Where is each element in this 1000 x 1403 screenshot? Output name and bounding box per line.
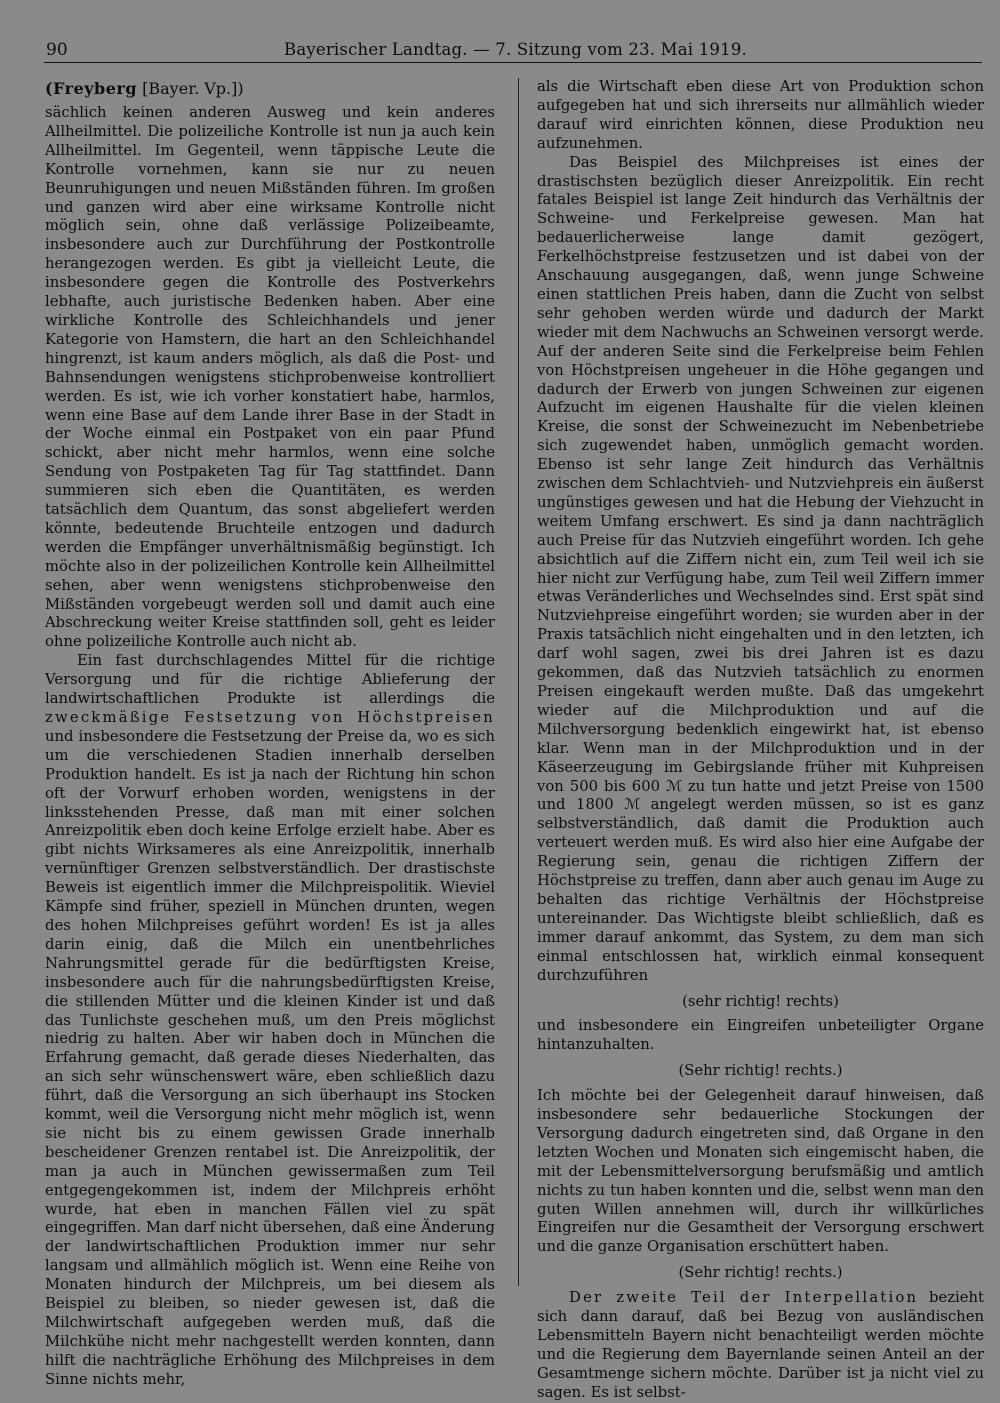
paragraph <box>45 652 495 1389</box>
paragraph: Das Beispiel des Milchpreises ist eines der drastischsten bezüglich dieser Anreizpolitik. Ein recht fatales Beispiel ist lange Zeit hindurch das Verhältnis der Schweine- und Ferkelpreise gewesen. Man hat bedauerlicherweise lange damit gezögert, Ferkelhöchstpreise festzusetzen und ist dabei von der Anschauung ausgegangen, daß, wenn junge Schweine einen stattlichen Preis haben, dann die Zucht von selbst sehr gehoben werden würde und dadurch der Markt wieder mit dem Nachwuchs an Schweinen versorgt werde. Auf der anderen Seite sind die Ferkelpreise beim Fehlen von Höchstpreisen ungeheuer in die Höhe gegangen und dadurch der Erwerb von jungen Schweinen zur eigenen Aufzucht im eigenen Haushalte für die vielen kleinen Kreise, die sonst der Schweinezucht im Nebenbetriebe sich zugewendet haben, unmöglich gemacht worden. Ebenso ist sehr lange Zeit hindurch das Verhältnis zwischen dem Schlachtvieh- und Nutzviehpreis ein äußerst ungünstiges gewesen und hat die Hebung der Viehzucht in weitem Umfang erschwert. Es sind ja dann nachträglich auch Preise für das Nutzvieh eingeführt worden. Ich gehe absichtlich auf die Ziffern nicht ein, zum Teil weil ich sie hier nicht zur Verfügung habe, zum Teil weil Ziffern immer etwas Veränderliches und Wechselndes sind. Erst spät sind Nutzviehpreise eingeführt worden; sie wurden aber in der Praxis tatsächlich nicht eingehalten und in den letzten, ich darf wohl sagen, zwei bis drei Jahren ist es dazu gekommen, daß das Nutzvieh tatsächlich zu enormen Preisen eingekauft werden mußte. Daß das umgekehrt wieder auf die Milchproduktion und auf die Milchversorgung bedenklich eingewirkt hat, ist ebenso klar. Wenn man in der Milchproduktion und in der Käseerzeugung im Gebirgslande früher mit Kuhpreisen von 500 bis 600 ℳ zu tun hatte und jetzt Preise von 1500 und 1800 ℳ angelegt werden müssen, so ist es ganz selbstverständlich, daß damit die Produktion auch verteuert werden muß. Es wird also hier eine Aufgabe der Regierung sein, genau die richtigen Ziffern der Höchstpreise zu treffen, dann aber auch genau im Auge zu behalten das richtige Verhältnis der Höchstpreise untereinander. Das Wichtigste bleibt schließlich, daß es immer darauf ankommt, das System, zu dem man sich einmal entschlossen hat, wirklich einmal konsequent durchzuführen <box>537 153 984 984</box>
speaker-line <box>45 78 495 100</box>
paragraph: als die Wirtschaft eben diese Art von Produktion schon aufgegeben hat und sich ihrerseits nur allmählich wieder darauf wird einrichten können, diese Produktion neu aufzunehmen. <box>537 78 984 152</box>
page-number: 90 <box>46 40 68 60</box>
interjection: (sehr richtig! rechts) <box>682 992 839 1010</box>
paragraph: Ich möchte bei der Gelegenheit darauf hinweisen, daß insbesondere sehr bedauerliche Stockungen der Versorgung dadurch eingetreten sind, daß Organe in den letzten Wochen und Monaten sich eingemischt haben, die mit der Lebensmittelversorgung berufsmäßig und amtlich nichts zu tun haben konnten und die, selbst wenn man den guten Willen annehmen will, durch ihr willkürliches Eingreifen nur die Gesamtheit der Versorgung erschwert und die ganze Organisation erschüttert haben. <box>537 1087 984 1256</box>
speaker-party: [Bayer. Vp.]) <box>142 79 244 98</box>
speaker-name: (Freyberg <box>45 79 138 98</box>
running-title: Bayerischer Landtag. — 7. Sitzung vom 23. Mai 1919. <box>284 40 747 59</box>
paragraph: sächlich keinen anderen Ausweg und kein anderes Allheilmittel. Die polizeiliche Kontrolle ist nun ja auch kein Allheilmittel. Im Gegenteil, wenn täppische Leute die Kontrolle vornehmen, kann sie nur zu neuen Beunruhigungen und neuen Mißständen führen. Im großen und ganzen wird aber eine wirksame Kontrolle nicht möglich sein, ohne daß verlässige Polizeibeamte, insbesondere auch zur Durchführung der Postkontrolle herangezogen werden. Es gibt ja vielleicht Leute, die insbesondere gegen die Kontrolle des Postverkehrs lebhafte, auch juristische Bedenken haben. Aber eine wirkliche Kontrolle des Schleichhandels und jener Kategorie von Hamstern, die hart an den Schleichhandel hingrenzt, ist kaum anders möglich, als daß die Post- und Bahnsendungen wenigstens stichprobenweise kontrolliert werden. Es ist, wie ich vorher konstatiert habe, harmlos, wenn eine Base auf dem Lande ihrer Base in der Stadt in der Woche einmal ein Postpaket von ein paar Pfund schickt, aber nicht mehr harmlos, wenn eine solche Sendung von Postpaketen Tag für Tag stattfindet. Dann summieren sich eben die Quantitäten, es werden tatsächlich dem Quantum, das sonst abgeliefert werden könnte, bedeutende Bruchteile entzogen und dadurch werden die Empfänger unverhältnismäßig begünstigt. Ich möchte also in der polizeilichen Kontrolle kein Allheilmittel sehen, aber wenn wenigstens stichprobenweise den Mißständen vorgebeugt werden soll und damit auch eine Abschreckung weiter Kreise stattfinden soll, geht es leider ohne polizeiliche Kontrolle auch nicht ab. <box>45 104 495 651</box>
paragraph: und insbesondere ein Eingreifen unbeteiligter Organe hintanzuhalten. <box>537 1017 984 1054</box>
interjection: (Sehr richtig! rechts.) <box>678 1264 843 1282</box>
right-column <box>537 78 984 1403</box>
column-divider <box>518 78 519 1286</box>
left-column <box>45 78 495 1390</box>
text-run: Ein fast durchschlagendes Mittel für die richtige Versorgung und für die richtige Ablieferung der landwirtschaftlichen Produkte ist allerdings die <box>45 652 495 708</box>
spaced-emphasis: zweckmäßige Festsetzung von Höchstpreisen <box>45 709 495 726</box>
text-run: bezieht sich dann darauf, daß bei Bezug von ausländischen Lebensmitteln Bayern nicht benachteiligt werden möchte und die Regierung dem Bayernlande seinen Anteil an der Gesamtmenge sichern möchte. Darüber ist ja nicht viel zu sagen. Es ist selbst- <box>537 1289 984 1401</box>
interjection: (Sehr richtig! rechts.) <box>678 1062 843 1080</box>
text-run: und insbesondere die Festsetzung der Preise da, wo es sich um die verschiedenen Stadien innerhalb derselben Produktion handelt. Es ist ja nach der Richtung hin schon oft der Vorwurf erhoben worden, wenigstens in der linksstehenden Presse, daß man mit einer solchen Anreizpolitik eben doch keine Erfolge erzielt habe. Aber es gibt nichts Wirksameres als eine Anreizpolitik, innerhalb vernünftiger Grenzen selbstverständlich. Der drastischste Beweis ist eigentlich immer die Milchpreispolitik. Wieviel Kämpfe sind früher, speziell in München drunten, wegen des hohen Milchpreises geführt worden! Es ist ja alles darin einig, daß die Milch ein unentbehrliches Nahrungsmittel gerade für die bedürftigsten Kreise, insbesondere auch für die nahrungsbedürftigsten Kreise, die stillenden Mütter und die kleinen Kinder ist und daß das Tunlichste geschehen muß, um den Preis möglichst niedrig zu halten. Aber wir haben doch in München die Erfahrung gemacht, daß gerade dieses Niederhalten, das an sich sehr wünschenswert wäre, eben schließlich dazu führt, daß die Versorgung an sich überhaupt ins Stocken kommt, weil die Versorgung nicht mehr möglich ist, wenn sie nicht bis zu einem gewissen Grade innerhalb bescheidener Grenzen rentabel ist. Die Anreizpolitik, der man ja auch in München gewissermaßen zum Teil entgegengekommen ist, indem der Milchpreis erhöht wurde, hat eben in manchen Fällen viel zu spät eingegriffen. Man darf nicht übersehen, daß eine Änderung der landwirtschaftlichen Produktion immer nur sehr langsam und allmählich möglich ist. Wenn eine Reihe von Monaten hindurch der Milchpreis, um bei diesem als Beispiel zu bleiben, so nieder gewesen ist, daß die Milchwirtschaft aufgegeben werden muß, daß die Milchkühe nicht mehr nachgestellt werden konnten, dann hilft die nachträgliche Erhöhung des Milchpreises in dem Sinne nichts mehr, <box>45 727 495 1388</box>
paragraph <box>537 1289 984 1402</box>
page-header <box>44 40 982 63</box>
spaced-emphasis: Der zweite Teil der Interpellation <box>569 1289 919 1307</box>
